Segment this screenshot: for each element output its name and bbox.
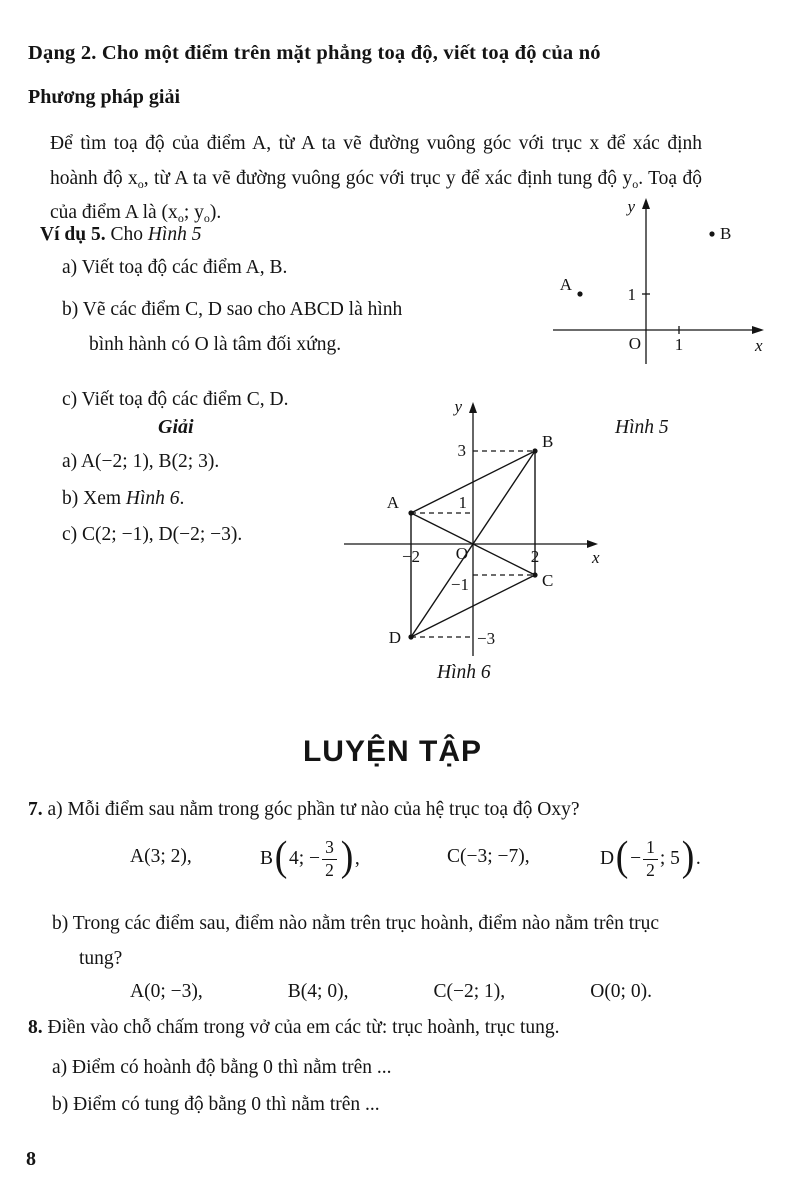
- y-axis-arrow-icon: [469, 402, 477, 413]
- x-axis-arrow-icon: [752, 326, 764, 334]
- exercise-7-part-a: [28, 799, 763, 821]
- figure-hinh6: [328, 394, 605, 662]
- exercise-7a-text: a) Mỗi điểm sau nằm trong góc phần tư nào của hệ trục toạ độ Oxy?: [42, 799, 580, 820]
- subscript-o-2: o: [632, 176, 639, 191]
- solution-title: Giải: [158, 416, 194, 438]
- point-A-axis: A(0; −3),: [130, 981, 203, 1002]
- point-D-quadrant: [600, 830, 701, 888]
- solution-item-b: [62, 488, 184, 510]
- fraction-3-2: [322, 837, 337, 882]
- point-B-coords: 4; −: [289, 848, 321, 869]
- fraction-1-2: [643, 837, 658, 882]
- fraction-numerator: 3: [325, 836, 334, 857]
- figure5-point-B-label: B: [720, 224, 732, 243]
- method-text-2: , từ A ta vẽ đường vuông góc với trục y để xác định tung độ y: [143, 167, 633, 189]
- example-intro: Cho: [105, 224, 148, 245]
- method-text-5: ).: [209, 202, 222, 224]
- figure5-xtick-1: 1: [674, 335, 684, 354]
- point-B-quadrant: [260, 830, 360, 888]
- figure6-ytick-3: 3: [457, 441, 466, 460]
- point-B-comma: ,: [354, 848, 360, 869]
- figure6-xtick-2: 2: [530, 547, 540, 566]
- figure5-reference: Hình 5: [147, 224, 202, 245]
- exercise-8-heading: [28, 1017, 560, 1039]
- exercise-7b-points-row: [130, 981, 652, 1003]
- point-D-coords: ; 5: [659, 848, 680, 869]
- method-text-3: . Toạ độ của điểm A là (x: [50, 167, 703, 224]
- subscript-o-4: o: [203, 211, 210, 226]
- big-close-paren: ): [681, 834, 695, 880]
- exercise-7a-points-row: [118, 830, 748, 888]
- point-B-name: B: [260, 848, 274, 869]
- figure5-point-B-dot: [709, 231, 714, 236]
- figure5-caption: Hình 5: [615, 417, 669, 438]
- exercise-8-item-a: a) Điểm có hoành độ bằng 0 thì nằm trên ...: [52, 1057, 392, 1078]
- figure5-y-label: y: [627, 197, 635, 216]
- figure6-ytick-1: 1: [458, 493, 467, 512]
- figure6-point-C-label: C: [542, 571, 554, 590]
- point-D-name: D: [600, 848, 615, 869]
- figure5-ytick-1: 1: [627, 285, 636, 304]
- figure6-xtick-m2: −2: [401, 547, 421, 566]
- figure6-origin-label: O: [455, 544, 468, 563]
- example-heading: [40, 224, 201, 246]
- figure6-x-label: x: [592, 548, 600, 567]
- section-heading: Dạng 2. Cho một điểm trên mặt phẳng toạ độ, viết toạ độ của nó: [28, 42, 601, 64]
- fraction-denominator: 2: [322, 859, 337, 882]
- method-title: Phương pháp giải: [28, 86, 181, 108]
- y-axis-arrow-icon: [642, 198, 650, 209]
- example-item-b: b) Vẽ các điểm C, D sao cho ABCD là hình bình hành có O là tâm đối xứng.: [62, 299, 403, 356]
- point-B-axis: B(4; 0),: [287, 981, 349, 1002]
- method-text-4: ; y: [183, 202, 204, 224]
- figure6-axes: [344, 408, 592, 656]
- big-open-paren: (: [274, 834, 288, 880]
- fraction-denominator: 2: [643, 859, 658, 882]
- figure5-point-A-label: A: [559, 275, 572, 294]
- figure6-ytick-m1: −1: [450, 575, 469, 594]
- point-D-minus: −: [630, 848, 642, 869]
- figure5-origin-label: O: [628, 334, 641, 353]
- point-C-axis: C(−2; 1),: [433, 981, 506, 1002]
- example-item-a: a) Viết toạ độ các điểm A, B.: [62, 257, 288, 278]
- solution-item-a: a) A(−2; 1), B(2; 3).: [62, 451, 220, 472]
- practice-section-title: LUYỆN TẬP: [302, 735, 482, 768]
- figure5-x-label: x: [755, 336, 763, 355]
- exercise-7-number: 7.: [28, 799, 43, 820]
- example-item-c: c) Viết toạ độ các điểm C, D.: [62, 389, 289, 410]
- exercise-8-number: 8.: [28, 1017, 43, 1038]
- figure6-ytick-m3: −3: [477, 629, 496, 648]
- example-label: Ví dụ 5.: [40, 224, 106, 245]
- subscript-o-1: o: [137, 176, 144, 191]
- point-C-quadrant: C(−3; −7),: [447, 846, 530, 867]
- exercise-7-part-b: b) Trong các điểm sau, điểm nào nằm trên trục hoành, điểm nào nằm trên trục tung?: [52, 913, 660, 970]
- fraction-numerator: 1: [646, 836, 655, 857]
- figure6-point-D-label: D: [388, 628, 401, 647]
- point-D-period: .: [695, 848, 701, 869]
- page-number: 8: [26, 1148, 36, 1170]
- big-close-paren: ): [340, 834, 354, 880]
- figure6-point-A-label: A: [386, 493, 399, 512]
- exercise-8-text: Điền vào chỗ chấm trong vở của em các từ: trục hoành, trục tung.: [42, 1017, 560, 1038]
- solution-b-period: .: [179, 488, 185, 509]
- figure6-reference: Hình 6: [125, 488, 180, 509]
- solution-item-c: c) C(2; −1), D(−2; −3).: [62, 524, 243, 545]
- figure5-point-A-dot: [577, 291, 582, 296]
- subscript-o-3: o: [177, 211, 184, 226]
- big-open-paren: (: [615, 834, 629, 880]
- figure6-point-B-label: B: [542, 432, 554, 451]
- point-A-quadrant: A(3; 2),: [130, 846, 192, 867]
- figure6-caption: Hình 6: [437, 662, 491, 683]
- solution-b-text: b) Xem: [62, 488, 126, 509]
- x-axis-arrow-icon: [587, 540, 598, 548]
- point-O-axis: O(0; 0).: [590, 981, 652, 1002]
- figure6-y-label: y: [454, 397, 462, 416]
- figure-hinh5: [543, 190, 770, 385]
- exercise-8-item-b: b) Điểm có tung độ bằng 0 thì nằm trên ...: [52, 1094, 380, 1115]
- method-text-1: Để tìm toạ độ của điểm A, từ A ta vẽ đường vuông góc với trục x để xác định hoành độ x: [50, 133, 702, 189]
